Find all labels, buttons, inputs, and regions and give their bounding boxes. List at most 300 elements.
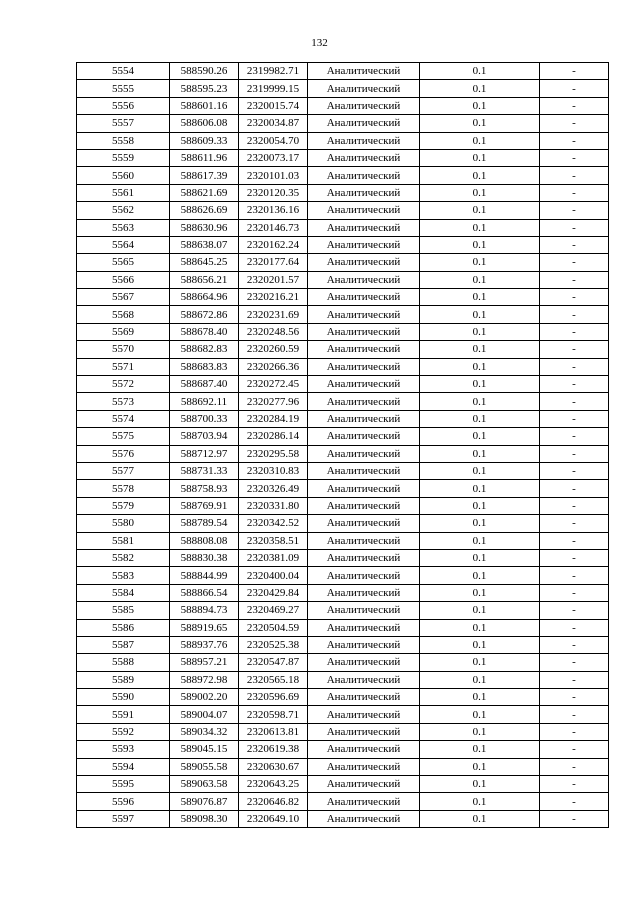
table-row [77, 636, 609, 653]
note-cell: - [540, 497, 609, 514]
method-cell: Аналитический [308, 654, 420, 671]
table-row [77, 323, 609, 340]
method-cell: Аналитический [308, 236, 420, 253]
y-coordinate-cell: 2320469.27 [239, 602, 308, 619]
accuracy-cell: 0.1 [420, 271, 540, 288]
note-cell: - [540, 184, 609, 201]
accuracy-cell: 0.1 [420, 97, 540, 114]
accuracy-cell: 0.1 [420, 323, 540, 340]
y-coordinate-cell: 2320547.87 [239, 654, 308, 671]
table-row [77, 654, 609, 671]
x-coordinate-cell: 588678.40 [170, 323, 239, 340]
accuracy-cell: 0.1 [420, 602, 540, 619]
x-coordinate-cell: 588731.33 [170, 462, 239, 479]
point-number-cell: 5563 [77, 219, 170, 236]
table-row [77, 306, 609, 323]
x-coordinate-cell: 588692.11 [170, 393, 239, 410]
table-row [77, 741, 609, 758]
point-number-cell: 5587 [77, 636, 170, 653]
table-row [77, 549, 609, 566]
accuracy-cell: 0.1 [420, 202, 540, 219]
accuracy-cell: 0.1 [420, 776, 540, 793]
table-row [77, 758, 609, 775]
y-coordinate-cell: 2320295.58 [239, 445, 308, 462]
x-coordinate-cell: 588866.54 [170, 584, 239, 601]
note-cell: - [540, 115, 609, 132]
accuracy-cell: 0.1 [420, 132, 540, 149]
method-cell: Аналитический [308, 741, 420, 758]
method-cell: Аналитический [308, 358, 420, 375]
x-coordinate-cell: 588630.96 [170, 219, 239, 236]
accuracy-cell: 0.1 [420, 289, 540, 306]
note-cell: - [540, 149, 609, 166]
accuracy-cell: 0.1 [420, 584, 540, 601]
note-cell: - [540, 654, 609, 671]
note-cell: - [540, 723, 609, 740]
table-row [77, 219, 609, 236]
x-coordinate-cell: 588758.93 [170, 480, 239, 497]
note-cell: - [540, 619, 609, 636]
point-number-cell: 5567 [77, 289, 170, 306]
y-coordinate-cell: 2320286.14 [239, 428, 308, 445]
method-cell: Аналитический [308, 532, 420, 549]
point-number-cell: 5577 [77, 462, 170, 479]
point-number-cell: 5582 [77, 549, 170, 566]
note-cell: - [540, 167, 609, 184]
table-row [77, 497, 609, 514]
method-cell: Аналитический [308, 497, 420, 514]
point-number-cell: 5572 [77, 376, 170, 393]
method-cell: Аналитический [308, 376, 420, 393]
table-row [77, 115, 609, 132]
point-number-cell: 5555 [77, 80, 170, 97]
method-cell: Аналитический [308, 149, 420, 166]
y-coordinate-cell: 2320643.25 [239, 776, 308, 793]
note-cell: - [540, 636, 609, 653]
point-number-cell: 5585 [77, 602, 170, 619]
accuracy-cell: 0.1 [420, 428, 540, 445]
point-number-cell: 5591 [77, 706, 170, 723]
point-number-cell: 5565 [77, 254, 170, 271]
table-row [77, 602, 609, 619]
point-number-cell: 5580 [77, 515, 170, 532]
table-row [77, 480, 609, 497]
accuracy-cell: 0.1 [420, 393, 540, 410]
method-cell: Аналитический [308, 202, 420, 219]
x-coordinate-cell: 589098.30 [170, 810, 239, 827]
accuracy-cell: 0.1 [420, 306, 540, 323]
method-cell: Аналитический [308, 793, 420, 810]
method-cell: Аналитический [308, 97, 420, 114]
note-cell: - [540, 428, 609, 445]
point-number-cell: 5583 [77, 567, 170, 584]
table-row [77, 532, 609, 549]
table-row [77, 341, 609, 358]
method-cell: Аналитический [308, 462, 420, 479]
y-coordinate-cell: 2320331.80 [239, 497, 308, 514]
table-row [77, 149, 609, 166]
table-row [77, 236, 609, 253]
y-coordinate-cell: 2320310.83 [239, 462, 308, 479]
table-row [77, 671, 609, 688]
x-coordinate-cell: 588687.40 [170, 376, 239, 393]
method-cell: Аналитический [308, 758, 420, 775]
note-cell: - [540, 758, 609, 775]
note-cell: - [540, 480, 609, 497]
point-number-cell: 5592 [77, 723, 170, 740]
y-coordinate-cell: 2320504.59 [239, 619, 308, 636]
table-row [77, 393, 609, 410]
point-number-cell: 5554 [77, 63, 170, 80]
note-cell: - [540, 393, 609, 410]
table-row [77, 428, 609, 445]
method-cell: Аналитический [308, 271, 420, 288]
accuracy-cell: 0.1 [420, 723, 540, 740]
table-row [77, 515, 609, 532]
accuracy-cell: 0.1 [420, 341, 540, 358]
accuracy-cell: 0.1 [420, 358, 540, 375]
x-coordinate-cell: 588703.94 [170, 428, 239, 445]
point-number-cell: 5589 [77, 671, 170, 688]
method-cell: Аналитический [308, 115, 420, 132]
x-coordinate-cell: 588789.54 [170, 515, 239, 532]
point-number-cell: 5586 [77, 619, 170, 636]
y-coordinate-cell: 2320596.69 [239, 689, 308, 706]
accuracy-cell: 0.1 [420, 219, 540, 236]
table-row [77, 202, 609, 219]
note-cell: - [540, 323, 609, 340]
x-coordinate-cell: 588972.98 [170, 671, 239, 688]
note-cell: - [540, 706, 609, 723]
y-coordinate-cell: 2320649.10 [239, 810, 308, 827]
y-coordinate-cell: 2320216.21 [239, 289, 308, 306]
point-number-cell: 5562 [77, 202, 170, 219]
accuracy-cell: 0.1 [420, 741, 540, 758]
table-row [77, 810, 609, 827]
accuracy-cell: 0.1 [420, 63, 540, 80]
table-row [77, 167, 609, 184]
y-coordinate-cell: 2320272.45 [239, 376, 308, 393]
point-number-cell: 5566 [77, 271, 170, 288]
y-coordinate-cell: 2320565.18 [239, 671, 308, 688]
accuracy-cell: 0.1 [420, 810, 540, 827]
x-coordinate-cell: 588638.07 [170, 236, 239, 253]
method-cell: Аналитический [308, 184, 420, 201]
x-coordinate-cell: 588808.08 [170, 532, 239, 549]
x-coordinate-cell: 588830.38 [170, 549, 239, 566]
point-number-cell: 5571 [77, 358, 170, 375]
method-cell: Аналитический [308, 810, 420, 827]
accuracy-cell: 0.1 [420, 410, 540, 427]
point-number-cell: 5593 [77, 741, 170, 758]
point-number-cell: 5561 [77, 184, 170, 201]
point-number-cell: 5556 [77, 97, 170, 114]
note-cell: - [540, 80, 609, 97]
point-number-cell: 5590 [77, 689, 170, 706]
x-coordinate-cell: 588645.25 [170, 254, 239, 271]
x-coordinate-cell: 588769.91 [170, 497, 239, 514]
point-number-cell: 5557 [77, 115, 170, 132]
y-coordinate-cell: 2320381.09 [239, 549, 308, 566]
table-row [77, 410, 609, 427]
y-coordinate-cell: 2320284.19 [239, 410, 308, 427]
method-cell: Аналитический [308, 393, 420, 410]
table-row [77, 184, 609, 201]
point-number-cell: 5588 [77, 654, 170, 671]
x-coordinate-cell: 589004.07 [170, 706, 239, 723]
table-row [77, 462, 609, 479]
note-cell: - [540, 306, 609, 323]
x-coordinate-cell: 588700.33 [170, 410, 239, 427]
method-cell: Аналитический [308, 723, 420, 740]
note-cell: - [540, 549, 609, 566]
x-coordinate-cell: 589055.58 [170, 758, 239, 775]
method-cell: Аналитический [308, 480, 420, 497]
page-number: 132 [311, 37, 328, 49]
x-coordinate-cell: 588606.08 [170, 115, 239, 132]
y-coordinate-cell: 2320015.74 [239, 97, 308, 114]
note-cell: - [540, 445, 609, 462]
x-coordinate-cell: 588672.86 [170, 306, 239, 323]
note-cell: - [540, 97, 609, 114]
x-coordinate-cell: 589002.20 [170, 689, 239, 706]
method-cell: Аналитический [308, 219, 420, 236]
note-cell: - [540, 132, 609, 149]
note-cell: - [540, 584, 609, 601]
table-row [77, 254, 609, 271]
table-row [77, 689, 609, 706]
accuracy-cell: 0.1 [420, 149, 540, 166]
x-coordinate-cell: 588595.23 [170, 80, 239, 97]
y-coordinate-cell: 2320120.35 [239, 184, 308, 201]
note-cell: - [540, 689, 609, 706]
x-coordinate-cell: 588844.99 [170, 567, 239, 584]
point-number-cell: 5597 [77, 810, 170, 827]
method-cell: Аналитический [308, 671, 420, 688]
point-number-cell: 5568 [77, 306, 170, 323]
x-coordinate-cell: 588937.76 [170, 636, 239, 653]
note-cell: - [540, 671, 609, 688]
method-cell: Аналитический [308, 584, 420, 601]
point-number-cell: 5579 [77, 497, 170, 514]
accuracy-cell: 0.1 [420, 793, 540, 810]
note-cell: - [540, 202, 609, 219]
x-coordinate-cell: 588611.96 [170, 149, 239, 166]
note-cell: - [540, 254, 609, 271]
table-row [77, 723, 609, 740]
accuracy-cell: 0.1 [420, 80, 540, 97]
y-coordinate-cell: 2320162.24 [239, 236, 308, 253]
method-cell: Аналитический [308, 636, 420, 653]
point-number-cell: 5570 [77, 341, 170, 358]
note-cell: - [540, 219, 609, 236]
point-number-cell: 5560 [77, 167, 170, 184]
x-coordinate-cell: 588617.39 [170, 167, 239, 184]
note-cell: - [540, 410, 609, 427]
accuracy-cell: 0.1 [420, 549, 540, 566]
method-cell: Аналитический [308, 306, 420, 323]
point-number-cell: 5564 [77, 236, 170, 253]
method-cell: Аналитический [308, 689, 420, 706]
x-coordinate-cell: 588601.16 [170, 97, 239, 114]
accuracy-cell: 0.1 [420, 532, 540, 549]
method-cell: Аналитический [308, 254, 420, 271]
coordinates-table [76, 62, 609, 828]
accuracy-cell: 0.1 [420, 115, 540, 132]
note-cell: - [540, 567, 609, 584]
method-cell: Аналитический [308, 428, 420, 445]
accuracy-cell: 0.1 [420, 167, 540, 184]
method-cell: Аналитический [308, 549, 420, 566]
point-number-cell: 5558 [77, 132, 170, 149]
point-number-cell: 5596 [77, 793, 170, 810]
y-coordinate-cell: 2320136.16 [239, 202, 308, 219]
y-coordinate-cell: 2320429.84 [239, 584, 308, 601]
x-coordinate-cell: 589063.58 [170, 776, 239, 793]
note-cell: - [540, 515, 609, 532]
x-coordinate-cell: 589045.15 [170, 741, 239, 758]
x-coordinate-cell: 588621.69 [170, 184, 239, 201]
accuracy-cell: 0.1 [420, 497, 540, 514]
method-cell: Аналитический [308, 323, 420, 340]
method-cell: Аналитический [308, 167, 420, 184]
y-coordinate-cell: 2320231.69 [239, 306, 308, 323]
method-cell: Аналитический [308, 63, 420, 80]
y-coordinate-cell: 2320646.82 [239, 793, 308, 810]
y-coordinate-cell: 2320073.17 [239, 149, 308, 166]
x-coordinate-cell: 588957.21 [170, 654, 239, 671]
method-cell: Аналитический [308, 515, 420, 532]
accuracy-cell: 0.1 [420, 462, 540, 479]
x-coordinate-cell: 588664.96 [170, 289, 239, 306]
method-cell: Аналитический [308, 445, 420, 462]
accuracy-cell: 0.1 [420, 706, 540, 723]
accuracy-cell: 0.1 [420, 376, 540, 393]
accuracy-cell: 0.1 [420, 445, 540, 462]
y-coordinate-cell: 2320101.03 [239, 167, 308, 184]
method-cell: Аналитический [308, 776, 420, 793]
y-coordinate-cell: 2320619.38 [239, 741, 308, 758]
y-coordinate-cell: 2320034.87 [239, 115, 308, 132]
table-row [77, 776, 609, 793]
note-cell: - [540, 376, 609, 393]
y-coordinate-cell: 2320277.96 [239, 393, 308, 410]
note-cell: - [540, 358, 609, 375]
method-cell: Аналитический [308, 289, 420, 306]
x-coordinate-cell: 588919.65 [170, 619, 239, 636]
method-cell: Аналитический [308, 567, 420, 584]
y-coordinate-cell: 2320342.52 [239, 515, 308, 532]
y-coordinate-cell: 2319999.15 [239, 80, 308, 97]
y-coordinate-cell: 2320054.70 [239, 132, 308, 149]
table-row [77, 358, 609, 375]
point-number-cell: 5573 [77, 393, 170, 410]
point-number-cell: 5576 [77, 445, 170, 462]
y-coordinate-cell: 2320358.51 [239, 532, 308, 549]
accuracy-cell: 0.1 [420, 480, 540, 497]
accuracy-cell: 0.1 [420, 184, 540, 201]
note-cell: - [540, 741, 609, 758]
x-coordinate-cell: 588609.33 [170, 132, 239, 149]
method-cell: Аналитический [308, 410, 420, 427]
note-cell: - [540, 271, 609, 288]
accuracy-cell: 0.1 [420, 689, 540, 706]
table-row [77, 584, 609, 601]
point-number-cell: 5574 [77, 410, 170, 427]
x-coordinate-cell: 589076.87 [170, 793, 239, 810]
note-cell: - [540, 289, 609, 306]
point-number-cell: 5584 [77, 584, 170, 601]
accuracy-cell: 0.1 [420, 671, 540, 688]
note-cell: - [540, 236, 609, 253]
point-number-cell: 5594 [77, 758, 170, 775]
table-row [77, 706, 609, 723]
y-coordinate-cell: 2320525.38 [239, 636, 308, 653]
table-row [77, 793, 609, 810]
accuracy-cell: 0.1 [420, 567, 540, 584]
table-row [77, 445, 609, 462]
note-cell: - [540, 63, 609, 80]
accuracy-cell: 0.1 [420, 758, 540, 775]
x-coordinate-cell: 588712.97 [170, 445, 239, 462]
y-coordinate-cell: 2320177.64 [239, 254, 308, 271]
x-coordinate-cell: 588683.83 [170, 358, 239, 375]
accuracy-cell: 0.1 [420, 654, 540, 671]
point-number-cell: 5578 [77, 480, 170, 497]
x-coordinate-cell: 588894.73 [170, 602, 239, 619]
x-coordinate-cell: 588590.26 [170, 63, 239, 80]
method-cell: Аналитический [308, 706, 420, 723]
y-coordinate-cell: 2320248.56 [239, 323, 308, 340]
note-cell: - [540, 341, 609, 358]
note-cell: - [540, 462, 609, 479]
x-coordinate-cell: 588626.69 [170, 202, 239, 219]
x-coordinate-cell: 588682.83 [170, 341, 239, 358]
table-row [77, 271, 609, 288]
y-coordinate-cell: 2320266.36 [239, 358, 308, 375]
y-coordinate-cell: 2320613.81 [239, 723, 308, 740]
table-body [77, 63, 609, 828]
accuracy-cell: 0.1 [420, 236, 540, 253]
point-number-cell: 5569 [77, 323, 170, 340]
method-cell: Аналитический [308, 619, 420, 636]
accuracy-cell: 0.1 [420, 619, 540, 636]
accuracy-cell: 0.1 [420, 515, 540, 532]
y-coordinate-cell: 2319982.71 [239, 63, 308, 80]
table-row [77, 376, 609, 393]
note-cell: - [540, 602, 609, 619]
note-cell: - [540, 776, 609, 793]
table-row [77, 567, 609, 584]
table-row [77, 63, 609, 80]
y-coordinate-cell: 2320201.57 [239, 271, 308, 288]
x-coordinate-cell: 588656.21 [170, 271, 239, 288]
point-number-cell: 5581 [77, 532, 170, 549]
accuracy-cell: 0.1 [420, 636, 540, 653]
y-coordinate-cell: 2320598.71 [239, 706, 308, 723]
method-cell: Аналитический [308, 132, 420, 149]
y-coordinate-cell: 2320260.59 [239, 341, 308, 358]
point-number-cell: 5595 [77, 776, 170, 793]
note-cell: - [540, 532, 609, 549]
table-row [77, 97, 609, 114]
table-row [77, 80, 609, 97]
table-row [77, 619, 609, 636]
x-coordinate-cell: 589034.32 [170, 723, 239, 740]
accuracy-cell: 0.1 [420, 254, 540, 271]
table-row [77, 132, 609, 149]
y-coordinate-cell: 2320326.49 [239, 480, 308, 497]
